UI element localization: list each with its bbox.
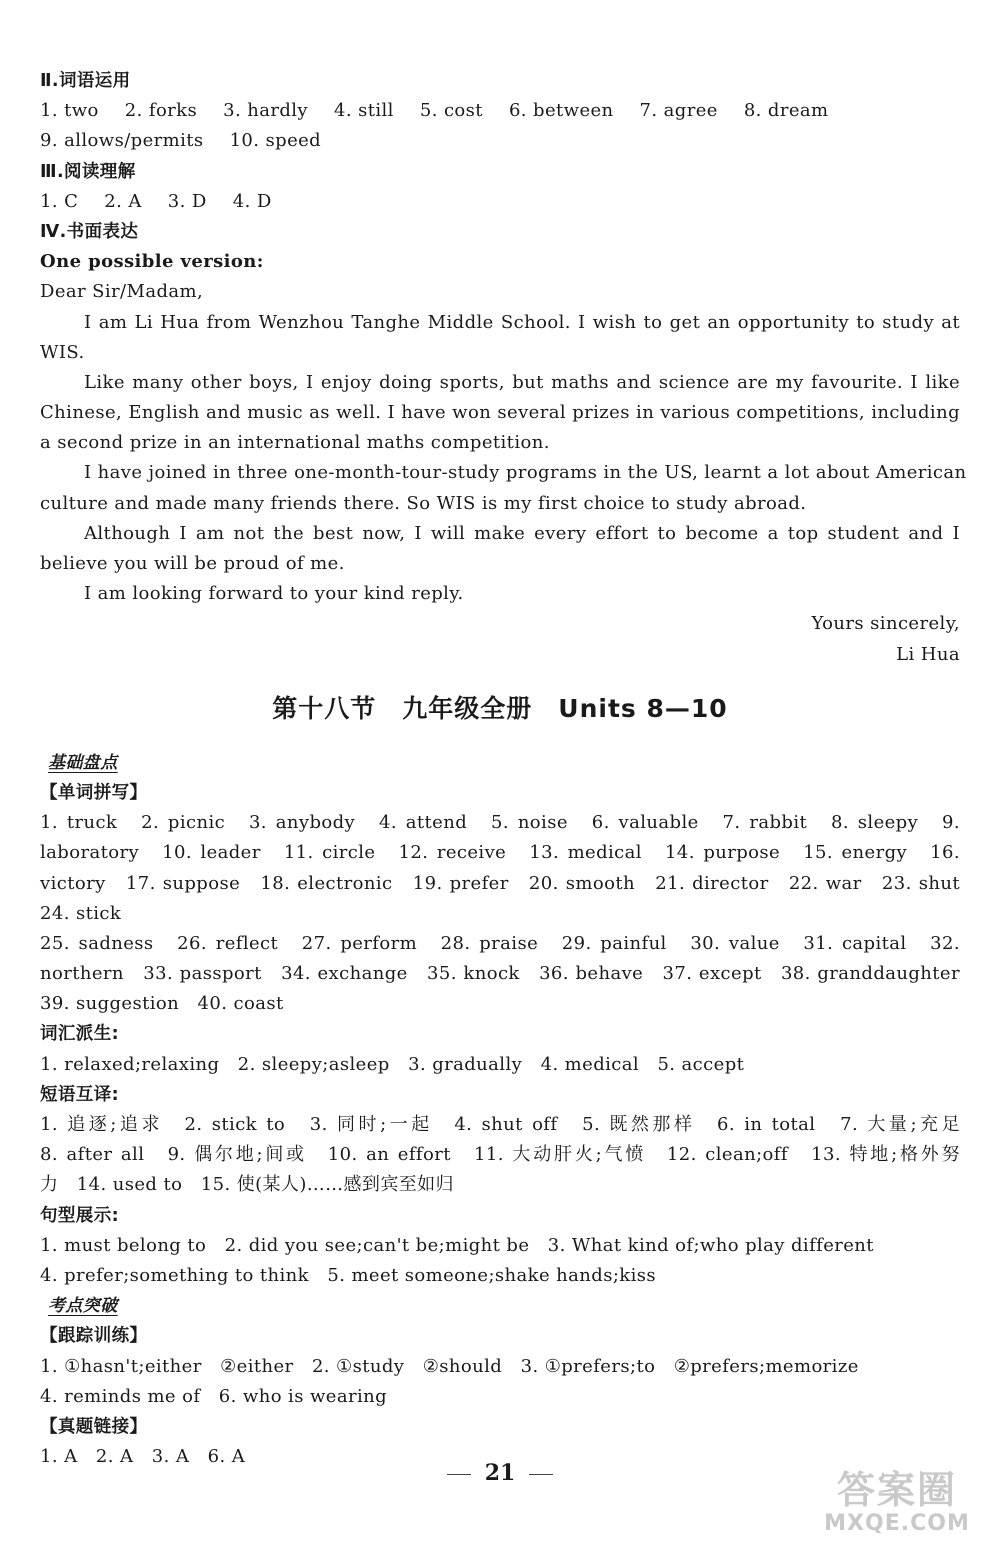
answer-item: 8. dream [743, 100, 829, 122]
essay-line: culture and made many friends there. So WIS is my first choice to study abroad. [40, 492, 807, 514]
answer-line: 24. stick [40, 902, 122, 924]
footer-dash-left [447, 1474, 471, 1475]
section-heading-reading: Ⅲ.阅读理解 [40, 161, 136, 182]
answer-item: 4. still [334, 100, 394, 122]
site-watermark [808, 1468, 986, 1538]
subsection-basics: 基础盘点 [48, 752, 118, 773]
answer-line [40, 187, 960, 217]
section-heading-writing: Ⅳ.书面表达 [40, 221, 139, 242]
heading-sentence-patterns: 句型展示: [40, 1205, 119, 1226]
answer-item: 6. between [508, 100, 614, 122]
essay-line: believe you will be proud of me. [40, 553, 345, 574]
answer-item: 2. A [104, 190, 142, 212]
footer-dash-right [529, 1474, 553, 1475]
answer-line: 4. reminds me of 6. who is wearing [40, 1385, 388, 1407]
essay-line: Although I am not the best now, I will make every effort to become a top student and I [84, 522, 960, 544]
answer-line: 1. must belong to 2. did you see;can't be;might be 3. What kind of;who play different [40, 1234, 874, 1256]
answer-line: northern 33. passport 34. exchange 35. knock 36. behave 37. except 38. granddaughter [40, 963, 960, 985]
essay-line: I am looking forward to your kind reply. [84, 583, 464, 605]
heading-tracking-training: 【跟踪训练】 [40, 1326, 148, 1347]
answer-line: 1. 追逐;追求 2. stick to 3. 同时;一起 4. shut off 5. 既然那样 6. in total 7. 大量;充足 [40, 1114, 960, 1135]
essay-line: WIS. [40, 341, 85, 363]
heading-derivation: 词汇派生: [40, 1024, 119, 1045]
essay-version-label: One possible version: [40, 251, 264, 273]
answer-line: 1. ①hasn't;either ②either 2. ①study ②should 3. ①prefers;to ②prefers;memorize [40, 1355, 859, 1377]
answer-item: 4. D [232, 190, 272, 212]
essay-line: I am Li Hua from Wenzhou Tanghe Middle School. I wish to get an opportunity to study at [84, 311, 960, 333]
section-heading-word-usage: Ⅱ.词语运用 [40, 71, 131, 91]
answer-item: 3. D [167, 190, 207, 212]
answer-item: 3. hardly [223, 100, 308, 122]
essay-line: I have joined in three one-month-tour-study programs in the US, learnt a lot about American [84, 462, 967, 484]
answer-item: 10. speed [229, 130, 322, 152]
answer-line: 1. truck 2. picnic 3. anybody 4. attend 5. noise 6. valuable 7. rabbit 8. sleepy 9. [40, 812, 960, 834]
answer-item: 7. agree [639, 100, 718, 122]
answer-item: 2. forks [124, 100, 198, 122]
answer-line: 4. prefer;something to think 5. meet someone;shake hands;kiss [40, 1264, 657, 1286]
answer-line: 8. after all 9. 偶尔地;间或 10. an effort 11. 大动肝火;气愤 12. clean;off 13. 特地;格外努 [40, 1144, 960, 1166]
watermark-logo-text: 答案圈 [836, 1468, 957, 1512]
answer-item: 1. C [40, 190, 79, 212]
essay-signature: Li Hua [896, 643, 960, 665]
answer-line: 1. A 2. A 3. A 6. A [40, 1446, 246, 1468]
answer-line: 25. sadness 26. reflect 27. perform 28. praise 29. painful 30. value 31. capital 32. [40, 932, 960, 954]
essay-greeting: Dear Sir/Madam, [40, 281, 204, 303]
answer-page [40, 66, 967, 1472]
watermark-url: MXQE.COM [824, 1511, 970, 1536]
answer-item: 5. cost [419, 100, 483, 122]
page-number: 21 [484, 1460, 516, 1486]
heading-exam-link: 【真题链接】 [40, 1416, 148, 1437]
essay-line: a second prize in an international maths competition. [40, 432, 550, 454]
essay-line: Like many other boys, I enjoy doing sports, but maths and science are my favourite. I like [84, 371, 960, 393]
answer-line [40, 96, 960, 126]
essay-closing: Yours sincerely, [811, 613, 960, 635]
answer-item: 9. allows/permits [40, 130, 204, 152]
subsection-breakthrough: 考点突破 [48, 1296, 118, 1317]
answer-line: 39. suggestion 40. coast [40, 993, 284, 1015]
answer-line [40, 126, 960, 156]
heading-word-spelling: 【单词拼写】 [40, 782, 148, 803]
answer-line: victory 17. suppose 18. electronic 19. prefer 20. smooth 21. director 22. war 23. shut [40, 872, 960, 894]
heading-phrase-translation: 短语互译: [40, 1084, 119, 1105]
section-title: 第十八节 九年级全册 Units 8—10 [272, 693, 728, 723]
answer-item: 1. two [40, 100, 99, 122]
answer-line: 1. relaxed;relaxing 2. sleepy;asleep 3. gradually 4. medical 5. accept [40, 1053, 745, 1075]
answer-line: laboratory 10. leader 11. circle 12. receive 13. medical 14. purpose 15. energy 16. [40, 842, 960, 864]
essay-line: Chinese, English and music as well. I have won several prizes in various competitions, including [40, 402, 960, 424]
answer-line: 力 14. used to 15. 使(某人)……感到宾至如归 [40, 1174, 454, 1196]
